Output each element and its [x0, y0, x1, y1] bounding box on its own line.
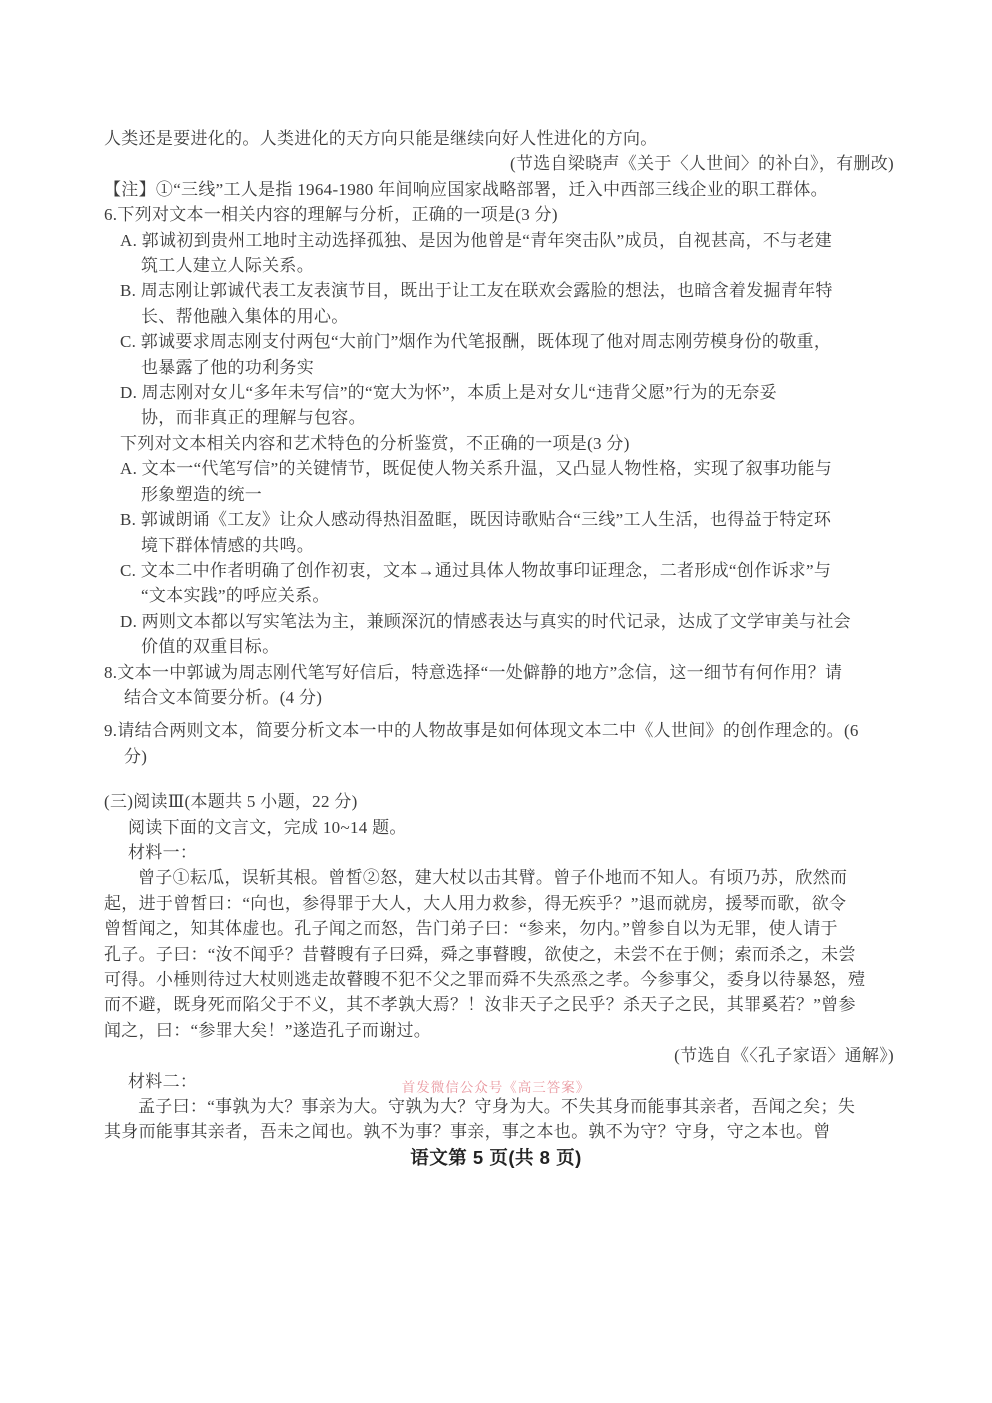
- question6-option-c-line1: C. 郭诚要求周志刚支付两包“大前门”烟作为代笔报酬，既体现了他对周志刚劳模身份的敬重，: [120, 332, 832, 352]
- material1-label: 材料一：: [128, 842, 198, 862]
- question7-option-b-line1: B. 郭诚朗诵《工友》让众人感动得热泪盈眶，既因诗歌贴合“三线”工人生活，也得益于特定环: [120, 510, 832, 530]
- page-body-text: [104, 126, 894, 1145]
- question6-option-c-line2: 也暴露了他的功利务实: [141, 357, 314, 377]
- question9-line2: 分): [124, 746, 148, 766]
- material2-text-line: 孟子曰：“事孰为大？事亲为大。守孰为大？守身为大。不失其身而能事其亲者，吾闻之矣；失: [138, 1097, 856, 1117]
- material2-text-line: 其身而能事其亲者，吾未之闻也。孰不为事？事亲，事之本也。孰不为守？守身，守之本也。曾: [104, 1122, 831, 1142]
- section3-heading: (三)阅读Ⅲ(本题共 5 小题，22 分): [104, 792, 358, 812]
- material1-text-line: 曾皙闻之，知其体虚也。孔子闻之而怒，告门弟子曰：“参来，勿内。”曾参自以为无罪，使人请于: [104, 919, 838, 939]
- material1-text-line: 而不避，既身死而陷父于不义，其不孝孰大焉？！汝非天子之民乎？杀天子之民，其罪奚若？”曾参: [104, 995, 856, 1015]
- passage-last-line: 人类还是要进化的。人类进化的天方向只能是继续向好人性进化的方向。: [104, 129, 658, 148]
- material1-text-line: 可得。小棰则待过大杖则逃走故瞽瞍不犯不父之罪而舜不失烝烝之孝。今参事父，委身以待暴怒，殪: [104, 970, 866, 989]
- question8-line1: 8.文本一中郭诚为周志刚代笔写好信后，特意选择“一处僻静的地方”念信，这一细节有何作用？请: [104, 662, 843, 682]
- question6-stem: 6.下列对文本一相关内容的理解与分析，正确的一项是(3 分): [104, 205, 558, 225]
- question6-option-b-line1: B. 周志刚让郭诚代表工友表演节目，既出于让工友在联欢会露脸的想法，也暗含着发掘青年特: [120, 281, 833, 301]
- page-footer: 语文第 5 页(共 8 页): [410, 1147, 582, 1168]
- passage-note: 【注】①“三线”工人是指 1964-1980 年间响应国家战略部署，迁入中西部三线企业的职工群体。: [104, 179, 828, 199]
- question8-line2: 结合文本简要分析。(4 分): [124, 687, 323, 707]
- question7-option-a-line1: A. 文本一“代笔写信”的关键情节，既促使人物关系升温，又凸显人物性格，实现了叙事功能与: [120, 459, 833, 479]
- material1-source: (节选自《〈孔子家语〉通解》): [674, 1046, 894, 1066]
- question6-option-a-line2: 筑工人建立人际关系。: [141, 256, 314, 276]
- watermark: 首发微信公众号《高三答案》: [401, 1080, 591, 1095]
- question7-option-c-line1: C. 文本二中作者明确了创作初衷，文本→通过具体人物故事印证理念，二者形成“创作诉求”与: [120, 560, 832, 580]
- question7-option-b-line2: 境下群体情感的共鸣。: [141, 535, 314, 555]
- question6-option-d-line1: D. 周志刚对女儿“多年未写信”的“宽大为怀”，本质上是对女儿“违背父愿”行为的无奈妥: [120, 383, 777, 403]
- question9-line1: 9.请结合两则文本，简要分析文本一中的人物故事是如何体现文本二中《人世间》的创作理念的。(6: [104, 721, 859, 741]
- question6-option-a-line1: A. 郭诚初到贵州工地时主动选择孤独、是因为他曾是“青年突击队”成员，自视甚高，不与老建: [120, 230, 833, 250]
- question7-option-a-line2: 形象塑造的统一: [141, 484, 263, 504]
- material2-label: 材料二：: [128, 1071, 198, 1091]
- question7-option-d-line2: 价值的双重目标。: [141, 637, 280, 657]
- question7-stem: 下列对文本相关内容和艺术特色的分析鉴赏，不正确的一项是(3 分): [120, 433, 630, 453]
- question7-option-c-line2: “文本实践”的呼应关系。: [141, 586, 330, 606]
- question6-option-b-line2: 长、帮他融入集体的用心。: [141, 306, 349, 326]
- material1-text-line: 闻之，曰：“参罪大矣！”遂造孔子而谢过。: [104, 1020, 432, 1040]
- passage-source: (节选自梁晓声《关于〈人世间〉的补白》，有删改): [509, 154, 894, 174]
- material1-text-line: 起，进于曾皙曰：“向也，参得罪于大人，大人用力救参，得无疾乎？”退而就房，援琴而歌，欲令: [104, 893, 847, 913]
- question7-option-d-line1: D. 两则文本都以写实笔法为主，兼顾深沉的情感表达与真实的时代记录，达成了文学审美与社会: [120, 611, 851, 631]
- section3-instruction: 阅读下面的文言文，完成 10~14 题。: [128, 817, 407, 837]
- material1-text-line: 曾子①耘瓜，误斩其根。曾皙②怒，建大杖以击其臂。曾子仆地而不知人。有顷乃苏，欣然而: [138, 868, 848, 888]
- question6-option-d-line2: 协，而非真正的理解与包容。: [141, 408, 366, 428]
- material1-text-line: 孔子。子曰：“汝不闻乎？昔瞽瞍有子曰舜，舜之事瞽瞍，欲使之，未尝不在于侧；索而杀之，未尝: [104, 944, 856, 964]
